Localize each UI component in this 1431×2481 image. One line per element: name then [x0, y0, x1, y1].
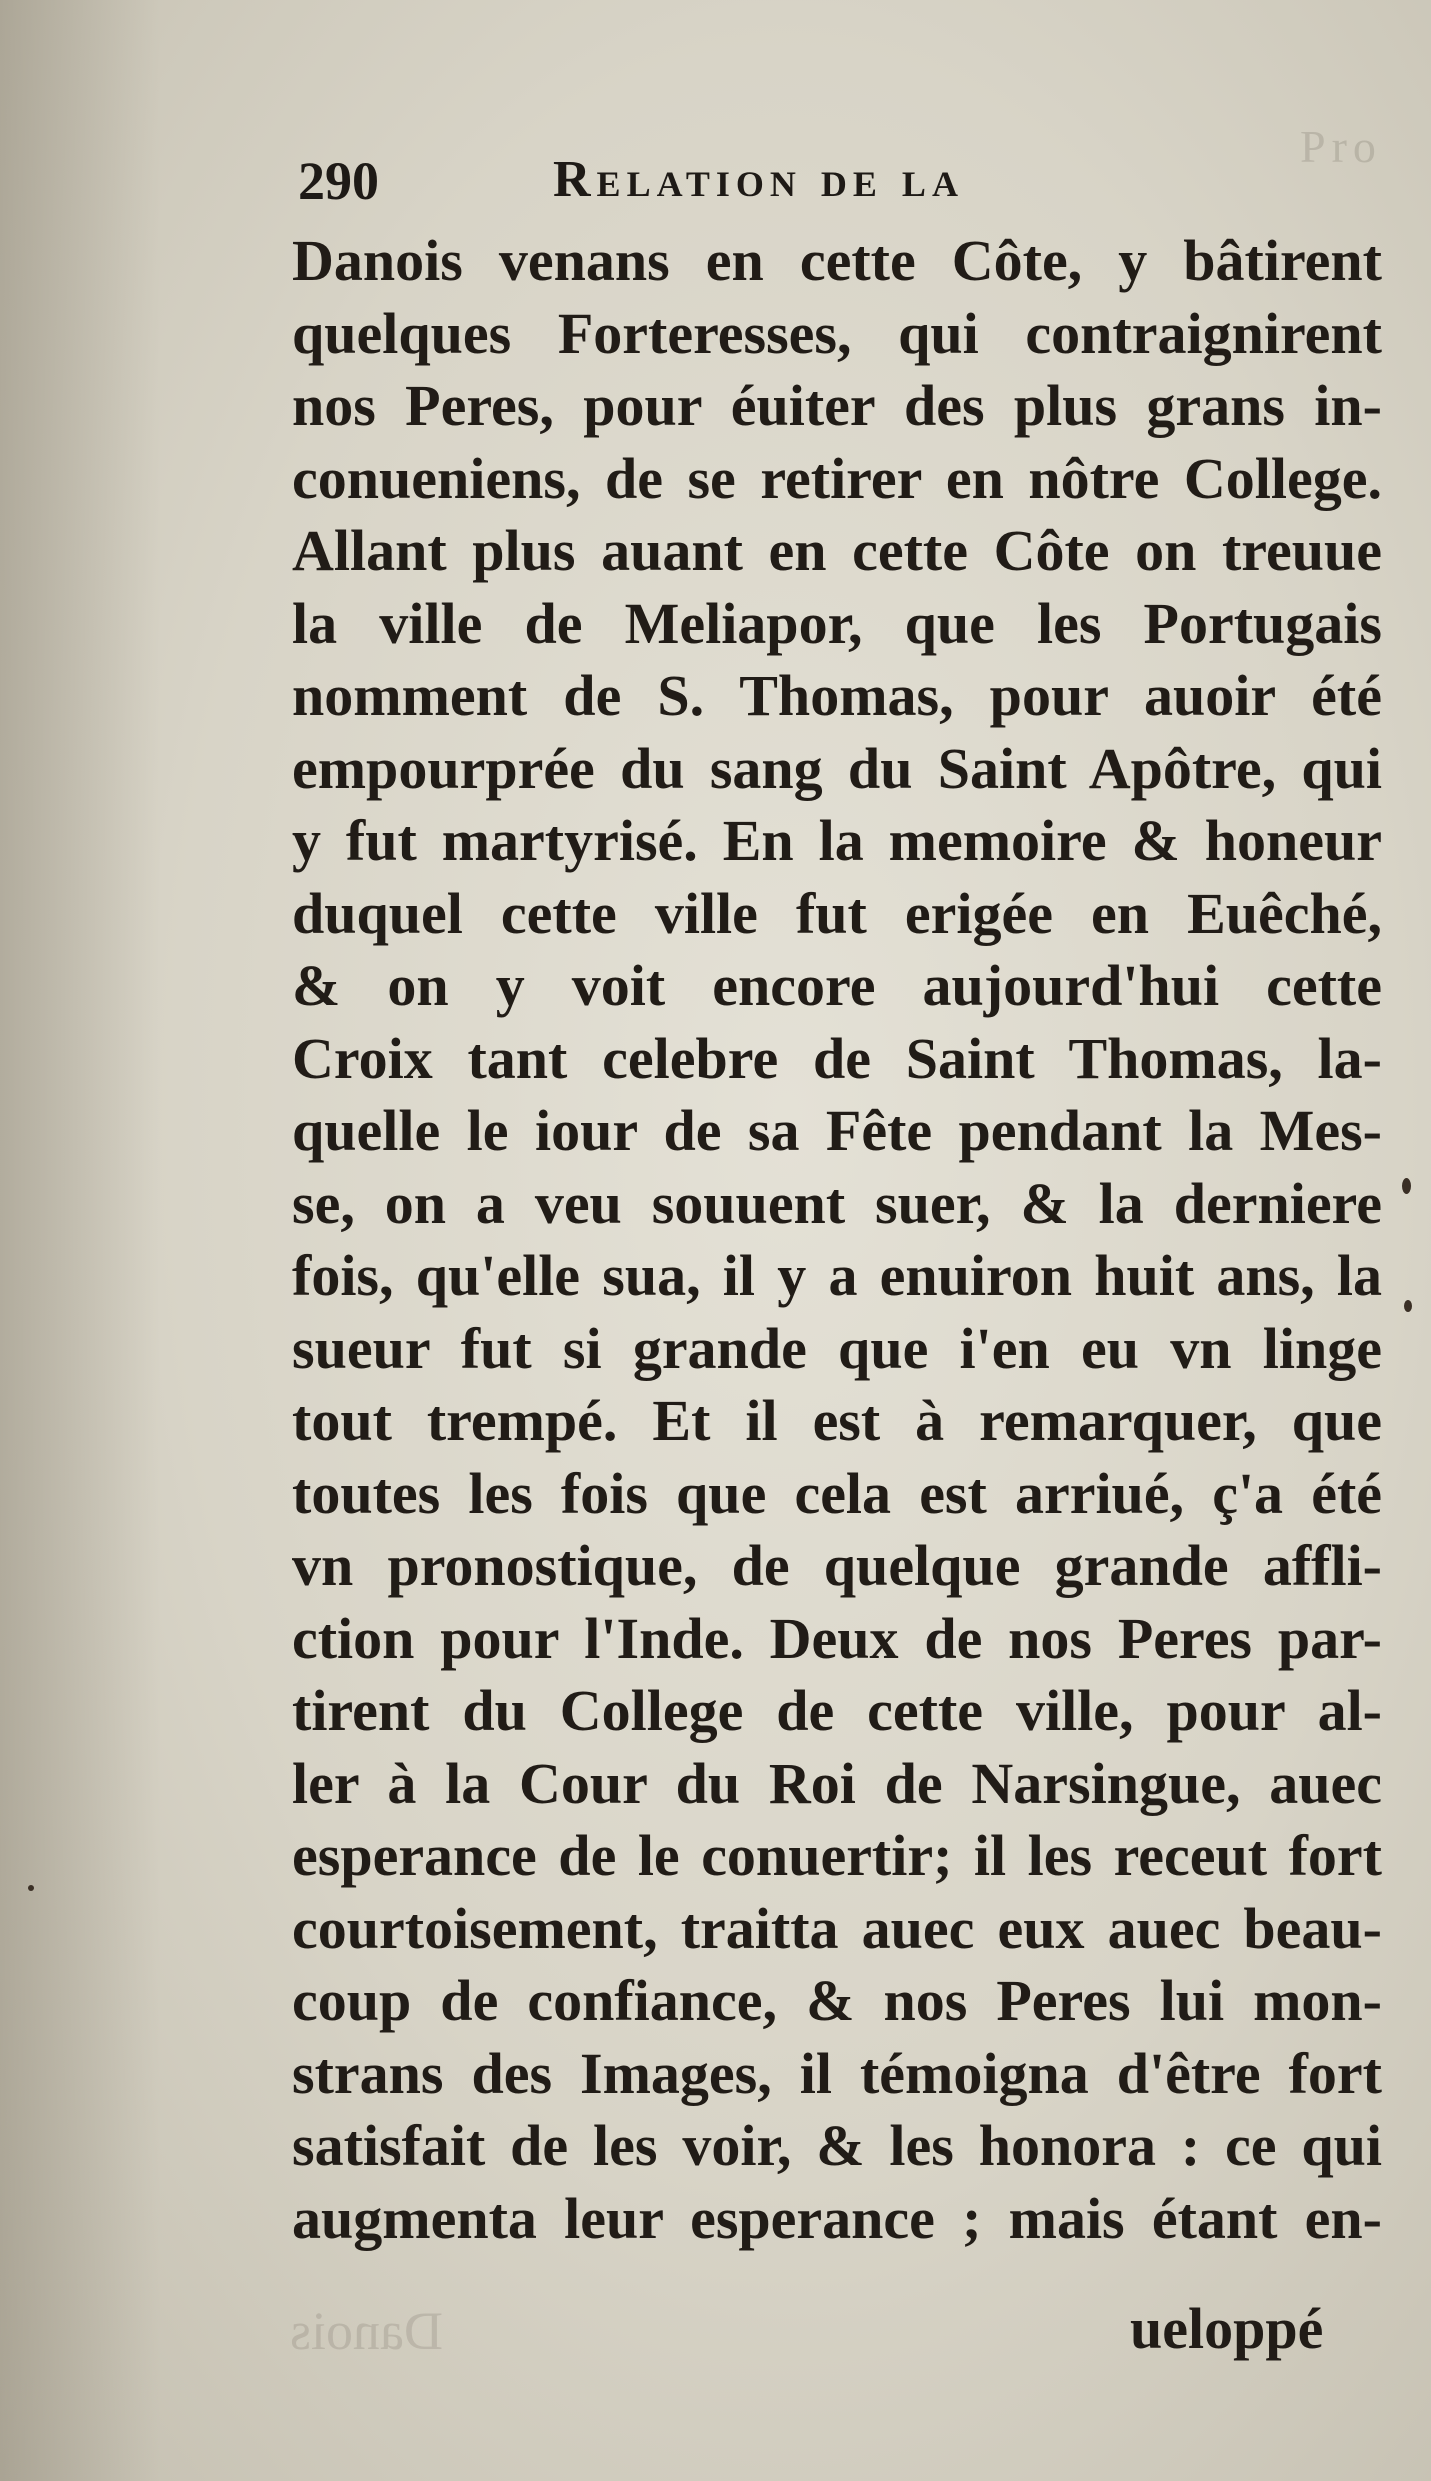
text-line: quelques Forteresses, qui contraignirent [292, 300, 1382, 366]
running-head: Relation de la [553, 151, 964, 208]
text-line: se, on a veu souuent suer, & la derniere [292, 1170, 1382, 1236]
bleed-through-bottom: Danois [290, 2301, 443, 2361]
text-line: empourprée du sang du Saint Apôtre, qui [292, 735, 1382, 801]
text-line: duquel cette ville fut erigée en Euêché, [292, 880, 1382, 946]
ink-speck [1402, 1178, 1411, 1194]
text-line: nomment de S. Thomas, pour auoir été [292, 663, 1382, 728]
ink-speck [1404, 1300, 1412, 1312]
text-line: toutes les fois que cela est arriué, ç'a été [292, 1460, 1382, 1526]
page-number: 290 [298, 151, 379, 211]
text-line: quelle le iour de sa Fête pendant la Mes- [292, 1098, 1382, 1163]
text-line: courtoisement, traitta auec eux auec beau- [292, 1895, 1382, 1961]
ink-speck [28, 1885, 34, 1891]
text-line: y fut martyrisé. En la memoire & honeur [292, 808, 1382, 873]
text-line: coup de confiance, & nos Peres lui mon- [292, 1968, 1382, 2033]
text-line: tirent du College de cette ville, pour al- [292, 1678, 1382, 1743]
text-line: esperance de le conuertir; il les receut fort [292, 1823, 1382, 1888]
text-line: nos Peres, pour éuiter des plus grans in- [292, 373, 1382, 438]
text-line: Allant plus auant en cette Côte on treuue [292, 518, 1382, 583]
text-line: augmenta leur esperance ; mais étant en- [292, 2185, 1382, 2251]
text-line: la ville de Meliapor, que les Portugais [292, 590, 1382, 656]
text-body [292, 225, 1382, 2255]
bleed-through-top: Pro [1300, 121, 1382, 172]
page-header [298, 150, 1198, 220]
text-line: ction pour l'Inde. Deux de nos Peres par- [292, 1605, 1382, 1671]
text-line: & on y voit encore aujourd'hui cette [292, 953, 1382, 1018]
text-line: satisfait de les voir, & les honora : ce qui [292, 2113, 1382, 2178]
text-line: Danois venans en cette Côte, y bâtirent [292, 228, 1382, 293]
text-line: strans des Images, il témoigna d'être fort [292, 2040, 1382, 2106]
text-line: fois, qu'elle sua, il y a enuiron huit ans, la [292, 1243, 1382, 1308]
text-line: ler à la Cour du Roi de Narsingue, auec [292, 1750, 1382, 1816]
binding-shadow [0, 0, 160, 2481]
catchword: ueloppé [1130, 2296, 1324, 2361]
text-line: tout trempé. Et il est à remarquer, que [292, 1388, 1382, 1453]
text-line: Croix tant celebre de Saint Thomas, la- [292, 1025, 1382, 1091]
text-line: conueniens, de se retirer en nôtre College. [292, 445, 1382, 511]
text-line: vn pronostique, de quelque grande affli- [292, 1533, 1382, 1598]
text-line: sueur fut si grande que i'en eu vn linge [292, 1315, 1382, 1381]
